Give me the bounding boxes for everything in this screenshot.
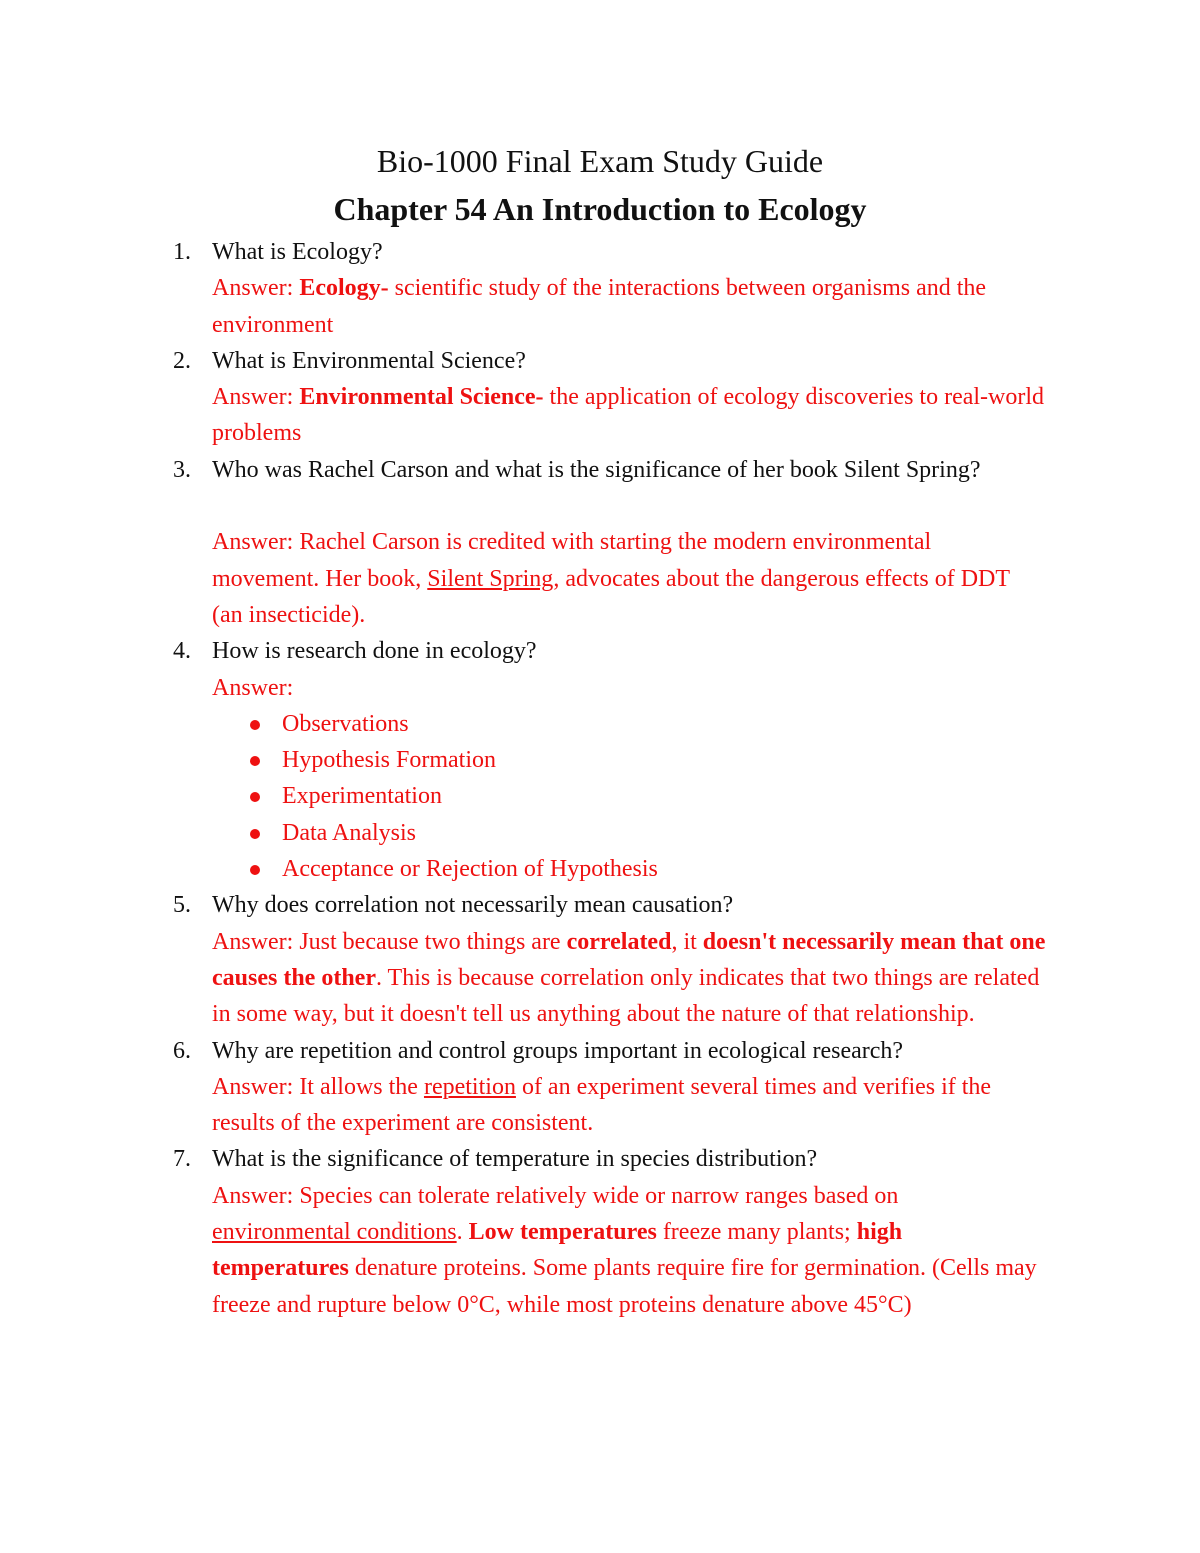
question-5 (0, 887, 1200, 923)
answer-text: the application of ecology discoveries to real-world problems (212, 384, 1045, 447)
list-item: Observations (282, 706, 1200, 742)
answer-prefix: Answer: (212, 275, 300, 302)
question-list (0, 234, 1200, 1323)
list-item: Acceptance or Rejection of Hypothesis (282, 851, 1200, 887)
question-2 (0, 343, 1200, 379)
book-title: Silent Spring (427, 565, 554, 592)
question-7 (0, 1141, 1200, 1177)
question-1 (0, 234, 1200, 270)
answer-term: Ecology- (299, 275, 389, 302)
question-text: Why are repetition and control groups important in ecological research? (212, 1037, 904, 1064)
answer-text: Answer: Rachel Carson is credited with starting the modern environmental movement. Her book, (212, 529, 932, 592)
question-text: What is the significance of temperature in species distribution? (212, 1146, 818, 1173)
question-number: 2. (173, 347, 191, 374)
bullet-icon (250, 720, 260, 730)
list-item: Hypothesis Formation (282, 742, 1200, 778)
question-text: Who was Rachel Carson and what is the significance of her book Silent Spring? (212, 456, 981, 483)
question-number: 3. (173, 456, 191, 483)
document-title: Bio-1000 Final Exam Study Guide (376, 143, 824, 179)
answer-4: Answer: (212, 674, 294, 701)
question-number: 7. (173, 1146, 191, 1173)
answer-text: scientific study of the interactions between organisms and the environment (212, 275, 987, 338)
question-number: 1. (173, 239, 191, 265)
question-text: What is Environmental Science? (212, 347, 526, 374)
answer-7: Answer: Species can tolerate relatively wide or narrow ranges based on environmental conditions. Low temperatures freeze many plants; high temperatures denature proteins. Some plants require fire for germination. (Cells may freeze and rupture below 0°C, while most proteins denature above 45°C) (212, 1182, 1037, 1318)
bullet-icon (250, 792, 260, 802)
bullet-icon (250, 865, 260, 875)
question-3 (0, 452, 1200, 525)
answer-6: Answer: It allows the repetition of an experiment several times and verifies if the results of the experiment are consistent. (212, 1073, 992, 1137)
bullet-icon (250, 829, 260, 839)
research-steps-list (0, 706, 1200, 887)
question-6 (0, 1033, 1200, 1069)
question-number: 5. (173, 892, 191, 919)
answer-5: Answer: Just because two things are correlated, it doesn't necessarily mean that one causes the other. This is because correlation only indicates that two things are related in some way, but it doesn't tell us anything about the nature of that relationship. (212, 928, 1046, 1028)
list-item: Data Analysis (282, 815, 1200, 851)
question-text: What is Ecology? (212, 239, 383, 265)
answer-text-end: , advocates about the dangerous effects of DDT (an insecticide). (212, 565, 1010, 628)
chapter-heading: Chapter 54 An Introduction to Ecology (333, 191, 867, 227)
question-number: 4. (173, 638, 191, 665)
list-item: Experimentation (282, 778, 1200, 814)
answer-term: Environmental Science- (299, 384, 544, 411)
question-text: How is research done in ecology? (212, 638, 537, 665)
question-text: Why does correlation not necessarily mean causation? (212, 892, 734, 919)
answer-1 (212, 270, 1052, 343)
answer-3 (212, 524, 1042, 633)
bullet-icon (250, 756, 260, 766)
question-number: 6. (173, 1037, 191, 1064)
question-4 (0, 633, 1200, 669)
answer-2 (212, 379, 1052, 452)
answer-prefix: Answer: (212, 384, 300, 411)
